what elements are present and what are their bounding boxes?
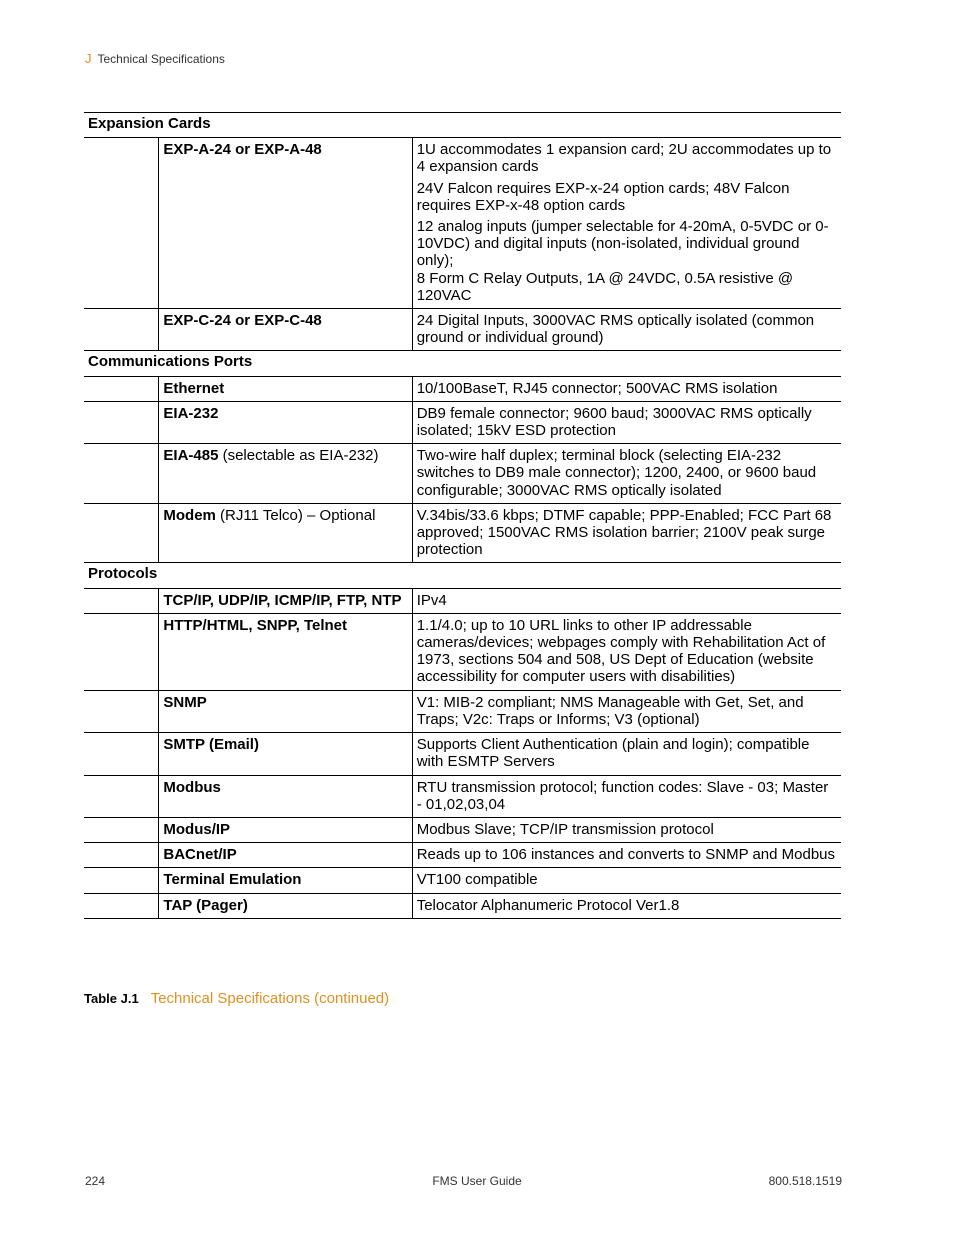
spec-name-cell [159,733,412,775]
spec-value-cell [412,893,841,918]
spec-table [84,112,841,919]
table-caption [84,990,389,1007]
indent-cell [84,775,159,817]
spec-value: Two-wire half duplex; terminal block (selecting EIA-232 switches to DB9 male connector); 1200, 2400, or 9600 baud configurable; 3000VAC RMS optically isolated [416,447,817,499]
indent-cell [84,444,159,504]
spec-value: 1.1/4.0; up to 10 URL links to other IP addressable cameras/devices; webpages comply with Rehabilitation Act of 1973, sections 504 and 508, US Dept of Education (website accessibility for computer users with disabilities) [416,616,826,686]
table-row [84,309,841,351]
spec-value-cell [412,843,841,868]
spec-value-cell [412,588,841,613]
spec-name: Modus/IP [163,820,231,838]
spec-name: Modem [163,506,216,524]
spec-name: BACnet/IP [163,846,237,864]
indent-cell [84,690,159,732]
table-row [84,690,841,732]
spec-value-cell [412,503,841,563]
section-header-row [84,563,841,588]
spec-name: HTTP/HTML, SNPP, Telnet [163,616,348,634]
spec-value-cell [412,613,841,690]
spec-name: TAP (Pager) [163,896,248,914]
indent-cell [84,893,159,918]
indent-cell [84,613,159,690]
spec-value: V.34bis/33.6 kbps; DTMF capable; PPP-Enabled; FCC Part 68 approved; 1500VAC RMS isolation barrier; 2100V peak surge protection [416,506,832,559]
indent-cell [84,733,159,775]
section-header-row [84,351,841,376]
chapter-title: Technical Specifications [97,52,225,66]
spec-name: EIA-232 [163,404,219,422]
indent-cell [84,376,159,401]
table-row [84,843,841,868]
spec-name-cell [159,138,412,309]
indent-cell [84,401,159,443]
table-row [84,868,841,893]
spec-name: EXP-A-24 or EXP-A-48 [163,141,322,159]
spec-name: Ethernet [163,379,225,397]
chapter-letter: J [85,51,92,66]
section-title: Communications Ports [84,351,841,376]
spec-value: Supports Client Authentication (plain and login); compatible with ESMTP Servers [416,736,810,771]
spec-name-cell [159,444,412,504]
spec-value: 24 Digital Inputs, 3000VAC RMS optically isolated (common ground or individual ground) [416,312,815,347]
spec-value-cell [412,401,841,443]
footer-guide-title: FMS User Guide [432,1174,522,1188]
spec-name-note: (selectable as EIA-232) [218,447,379,465]
spec-value: 10/100BaseT, RJ45 connector; 500VAC RMS isolation [416,379,778,397]
spec-value-cell [412,138,841,309]
indent-cell [84,868,159,893]
spec-name-cell [159,775,412,817]
table-row [84,733,841,775]
spec-name-cell [159,613,412,690]
table-caption-label: Table J.1 [84,991,139,1006]
indent-cell [84,843,159,868]
table-row [84,817,841,842]
table-row [84,503,841,563]
spec-name: SNMP [163,693,207,711]
indent-cell [84,817,159,842]
spec-name-cell [159,588,412,613]
spec-name: Terminal Emulation [163,871,302,889]
spec-name-cell [159,817,412,842]
spec-name: EIA-485 [163,447,219,465]
spec-table-body [84,113,841,919]
spec-name-note: (RJ11 Telco) – Optional [215,506,376,524]
indent-cell [84,503,159,563]
spec-value: Modbus Slave; TCP/IP transmission protocol [416,820,714,838]
indent-cell [84,309,159,351]
spec-value-cell [412,868,841,893]
spec-name-cell [159,401,412,443]
spec-name-cell [159,690,412,732]
spec-value: V1: MIB-2 compliant; NMS Manageable with Get, Set, and Traps; V2c: Traps or Informs; V3 (optional) [416,693,804,728]
section-title: Expansion Cards [84,113,841,138]
indent-cell [84,138,159,309]
spec-value-cell [412,817,841,842]
spec-value: RTU transmission protocol; function codes: Slave - 03; Master - 01,02,03,04 [416,778,829,813]
spec-value-cell [412,376,841,401]
spec-value: DB9 female connector; 9600 baud; 3000VAC RMS optically isolated; 15kV ESD protection [416,404,812,440]
spec-value-cell [412,444,841,504]
spec-value: 12 analog inputs (jumper selectable for 4-20mA, 0-5VDC or 0-10VDC) and digital inputs (non-isolated, individual ground only); 8 Form C Relay Outputs, 1A @ 24VDC, 0.5A resistive @ 120VAC [416,218,829,304]
spec-name-cell [159,376,412,401]
running-header [85,51,225,66]
spec-value: Telocator Alphanumeric Protocol Ver1.8 [416,896,680,914]
spec-name: Modbus [163,778,221,796]
spec-name-cell [159,503,412,563]
spec-name-cell [159,843,412,868]
spec-value-cell [412,690,841,732]
table-row [84,138,841,309]
spec-value: VT100 compatible [416,871,538,889]
spec-value-cell [412,775,841,817]
table-row [84,401,841,443]
spec-value: 1U accommodates 1 expansion card; 2U accommodates up to 4 expansion cards [416,141,832,176]
table-row [84,613,841,690]
spec-value: IPv4 [416,591,447,609]
spec-name: TCP/IP, UDP/IP, ICMP/IP, FTP, NTP [163,591,402,609]
table-caption-link[interactable]: Technical Specifications (continued) [150,990,390,1007]
spec-name-cell [159,309,412,351]
spec-name: EXP-C-24 or EXP-C-48 [163,312,322,330]
table-row [84,893,841,918]
indent-cell [84,588,159,613]
table-row [84,775,841,817]
section-title: Protocols [84,563,841,588]
spec-value-cell [412,733,841,775]
spec-value: 24V Falcon requires EXP-x-24 option cards; 48V Falcon requires EXP-x-48 option cards [416,179,790,214]
spec-name-cell [159,893,412,918]
spec-value: Reads up to 106 instances and converts to SNMP and Modbus [416,846,836,864]
spec-name: SMTP (Email) [163,736,259,754]
spec-name-cell [159,868,412,893]
spec-value-cell [412,309,841,351]
section-header-row [84,113,841,138]
table-row [84,376,841,401]
table-row [84,588,841,613]
footer-phone: 800.518.1519 [768,1174,842,1188]
page-number: 224 [85,1174,106,1188]
table-row [84,444,841,504]
